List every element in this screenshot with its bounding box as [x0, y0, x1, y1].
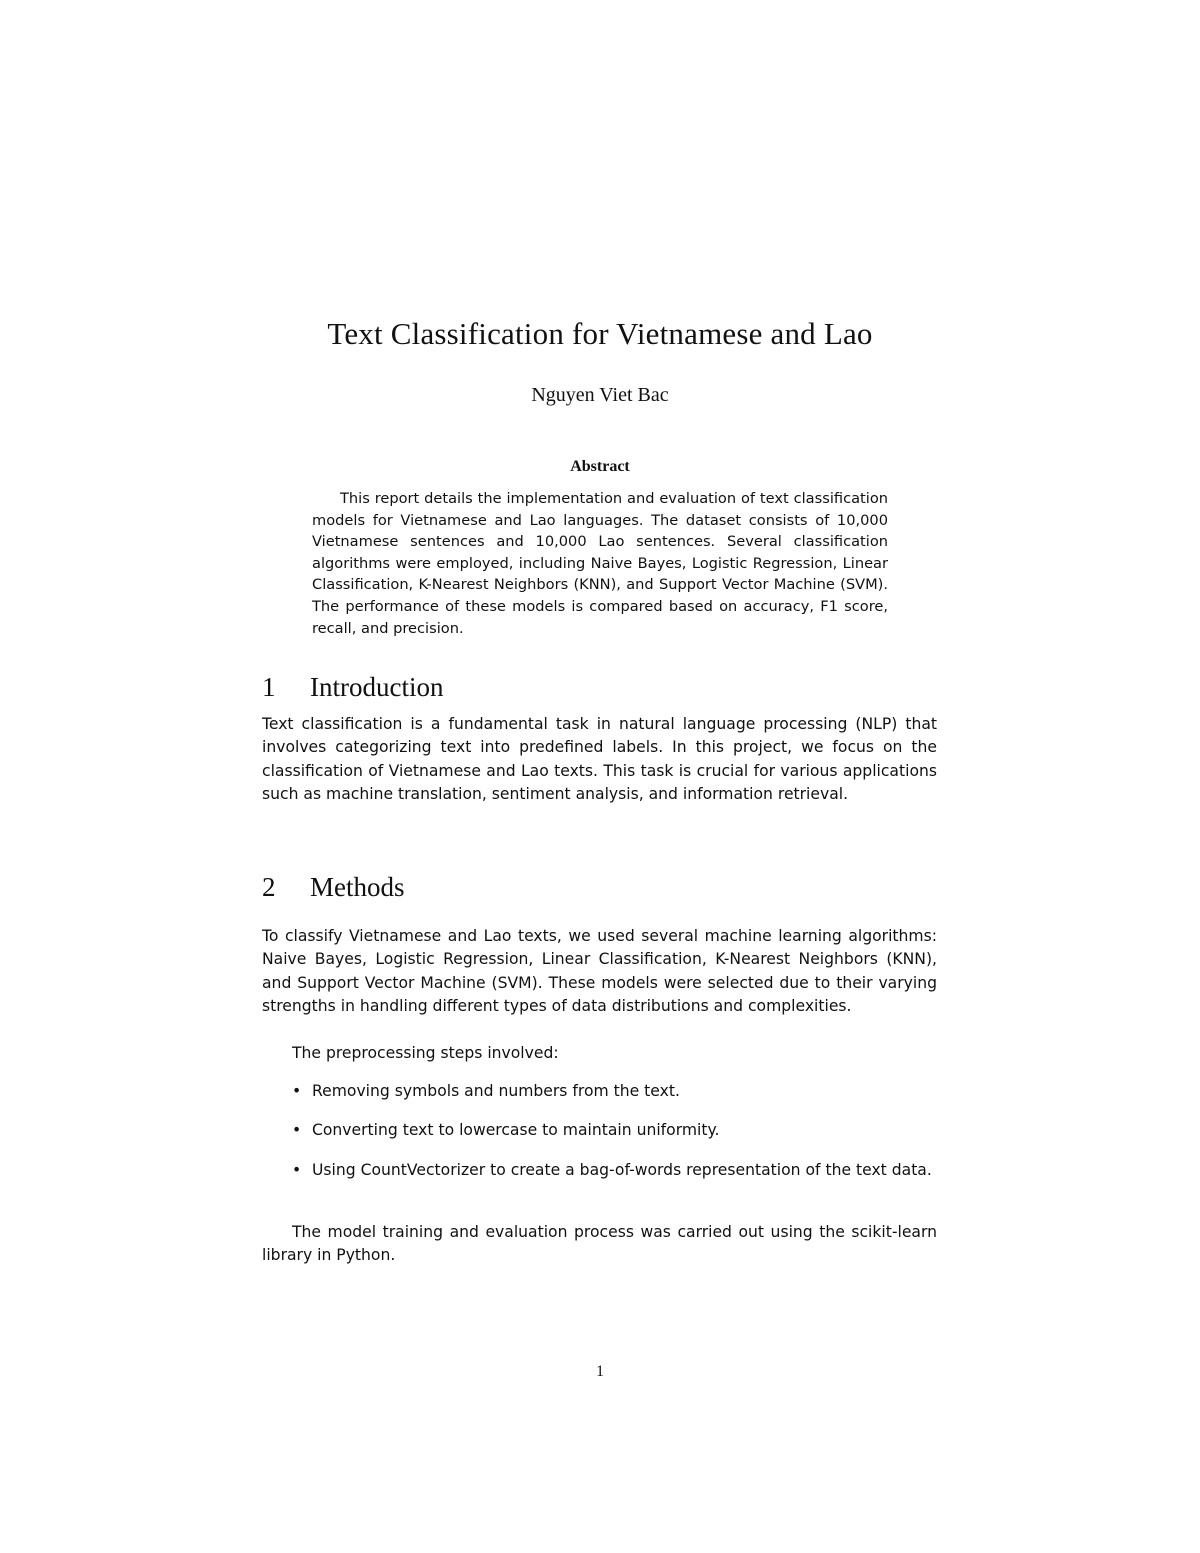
preprocessing-list	[290, 1080, 938, 1198]
training-paragraph: The model training and evaluation process was carried out using the scikit-learn library in Python.	[262, 1223, 937, 1265]
paper-title: Text Classification for Vietnamese and Lao	[327, 316, 873, 351]
list-item	[290, 1080, 938, 1103]
section-heading-methods	[262, 872, 405, 903]
list-item-text: Using CountVectorizer to create a bag-of-words representation of the text data.	[312, 1160, 932, 1179]
abstract-heading: Abstract	[570, 458, 630, 475]
preprocessing-intro: The preprocessing steps involved:	[292, 1044, 559, 1062]
bullet-icon: •	[292, 1160, 302, 1179]
list-item-text: Converting text to lowercase to maintain uniformity.	[312, 1121, 720, 1140]
section-title: Introduction	[310, 672, 444, 702]
methods-paragraph: To classify Vietnamese and Lao texts, we used several machine learning algorithms: Naive Bayes, Logistic Regression, Linear Classification, K-Nearest Neighbors (KNN), and Support Vector Machine (SVM). These models were selected due to their varying strengths in handling different types of data distributions and complexities.	[262, 927, 937, 1016]
abstract-text: This report details the implementation and evaluation of text classification models for Vietnamese and Lao languages. The dataset consists of 10,000 Vietnamese sentences and 10,000 Lao sentences. Several classification algorithms were employed, including Naive Bayes, Logistic Regression, Linear Classification, K-Nearest Neighbors (KNN), and Support Vector Machine (SVM). The performance of these models is compared based on accuracy, F1 score, recall, and precision.	[312, 490, 888, 637]
section-heading-introduction	[262, 672, 443, 703]
introduction-paragraph: Text classification is a fundamental task in natural language processing (NLP) that involves categorizing text into predefined labels. In this project, we focus on the classification of Vietnamese and Lao texts. This task is crucial for various applications such as machine translation, sentiment analysis, and information retrieval.	[262, 715, 937, 804]
list-item	[290, 1159, 938, 1182]
bullet-icon: •	[292, 1121, 302, 1140]
bullet-icon: •	[292, 1082, 302, 1100]
page-number: 1	[596, 1363, 604, 1380]
section-title: Methods	[310, 872, 405, 902]
list-item	[290, 1119, 938, 1142]
list-item-text: Removing symbols and numbers from the text.	[312, 1082, 680, 1100]
section-number: 2	[262, 872, 276, 902]
section-number: 1	[262, 672, 276, 702]
author-name: Nguyen Viet Bac	[531, 384, 669, 406]
